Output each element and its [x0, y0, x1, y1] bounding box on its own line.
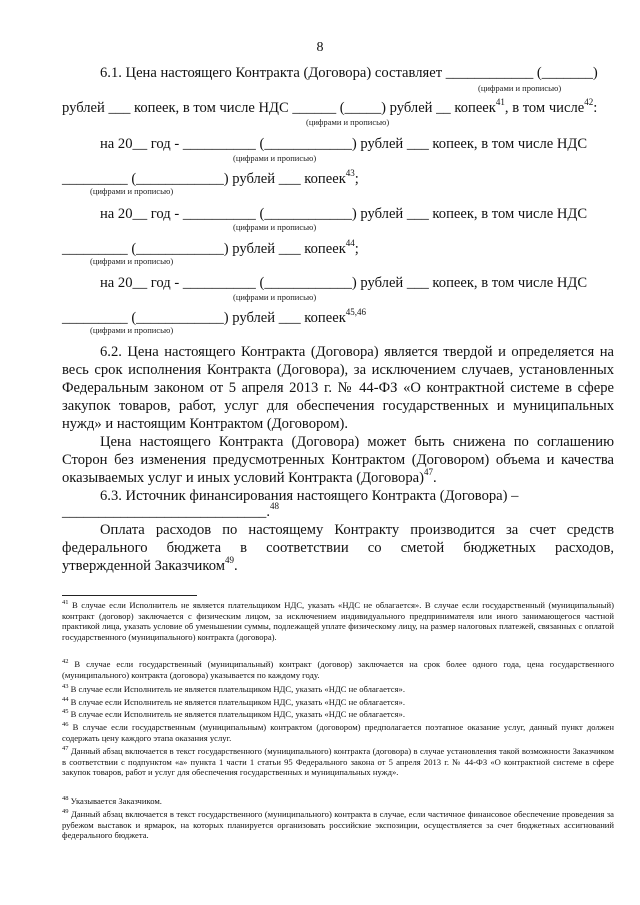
footnote-ref-42[interactable]: 42	[584, 97, 594, 108]
payment-line-2: федерального бюджета в соответствии со сметой бюджетных расходов,	[62, 540, 614, 556]
vat-caption-3: (цифрами и прописью)	[90, 325, 174, 335]
payment-end: .	[233, 558, 238, 574]
clause-6-1-line2-colon: :	[593, 100, 598, 116]
clause-6-2-line-4: закупок товаров, работ, услуг для обеспечения государственных и муниципальных	[62, 398, 614, 414]
clause-6-2-line-2: весь срок исполнения Контракта (Договора), за исключением случаев, установленных	[62, 362, 614, 378]
clause-6-2-line-3: Федеральным законом от 5 апреля 2013 г. № 44-ФЗ «О контрактной системе в сфере	[62, 380, 614, 396]
year-caption-1: (цифрами и прописью)	[233, 153, 317, 163]
year-line-3: на 20__ год - __________ (____________) рублей ___ копеек, в том числе НДС	[100, 275, 588, 291]
clause-6-2-p2-line-3-text: оказываемых услуг и иных условий Контракта (Договора)	[62, 470, 424, 486]
footnote-text: В случае если Исполнитель не является плательщиком НДС, указать «НДС не облагается».	[68, 709, 405, 719]
footnote-number: 46	[62, 721, 69, 729]
footnote-separator	[62, 595, 197, 596]
footnote-number: 41	[62, 599, 69, 607]
year-line-2: на 20__ год - __________ (____________) рублей ___ копеек, в том числе НДС	[100, 206, 588, 222]
footnote-text: Данный абзац включается в текст государственного (муниципального) контракта (договора) в случае установления такой возможности Заказчиком в соответствии с подпунктом «а» пункта 1 части 1 статьи 95 Федерального закона от 5 апреля 2013 г. № 44-ФЗ «О контрактной системе в сфере закупок товаров, работ и услуг для обеспечения государственных и муниципальных нужд».	[62, 746, 614, 778]
footnote-ref-47[interactable]: 47	[423, 467, 433, 478]
year-caption-3: (цифрами и прописью)	[233, 292, 317, 302]
footnote-43	[62, 684, 614, 695]
footnote-text: В случае если Исполнитель не является плательщиком НДС, указать «НДС не облагается».	[68, 697, 405, 707]
clause-6-2-p2-line-1: Цена настоящего Контракта (Договора) может быть снижена по соглашению	[100, 434, 614, 450]
vat-caption-2: (цифрами и прописью)	[90, 256, 174, 266]
vat-caption-1: (цифрами и прописью)	[90, 186, 174, 196]
payment-line-3	[62, 555, 238, 575]
footnote-ref-43[interactable]: 43	[345, 168, 355, 179]
vat-line-1-text: _________ (____________) рублей ___ копеек	[62, 171, 346, 187]
footnote-number: 44	[62, 696, 69, 704]
clause-6-2-p2-line-2: Сторон без изменения предусмотренных Контрактом (Договором) объема и качества	[62, 452, 614, 468]
vat-line-2-end: ;	[354, 241, 359, 257]
footnote-44	[62, 697, 614, 708]
footnote-ref-48[interactable]: 48	[269, 501, 279, 512]
footnote-48	[62, 796, 614, 807]
footnote-number: 42	[62, 658, 69, 666]
footnote-45	[62, 709, 614, 720]
footnote-text: В случае если государственный (муниципальный) контракт (договор) заключается на срок более одного года, цена государственного (муниципального) контракта (договора) указывается по каждому году.	[62, 659, 614, 680]
clause-6-3-line-1: 6.3. Источник финансирования настоящего Контракта (Договора) –	[100, 488, 519, 504]
clause-6-1-line2-tail: , в том числе	[504, 100, 585, 116]
footnote-ref-41[interactable]: 41	[495, 97, 505, 108]
footnote-41	[62, 600, 614, 642]
footnote-text: В случае если государственным (муниципальным) контрактом (договором) предполагается поэтапное оказание услуг, данный пункт должен содержать цену каждого этапа оказания услуг.	[62, 722, 614, 743]
footnote-46	[62, 722, 614, 743]
footnote-number: 48	[62, 795, 69, 803]
clause-6-1-line2	[62, 97, 598, 117]
payment-line-1: Оплата расходов по настоящему Контракту производится за счет средств	[100, 522, 614, 538]
footnote-text: В случае если Исполнитель не является плательщиком НДС, указать «НДС не облагается».	[68, 684, 405, 694]
footnote-ref-45-46[interactable]: 45,46	[345, 307, 367, 318]
clause-6-3-line-2	[62, 501, 279, 521]
funding-source-blank[interactable]: ____________________________	[62, 504, 267, 520]
clause-6-1-caption1: (цифрами и прописью)	[478, 83, 562, 93]
year-caption-2: (цифрами и прописью)	[233, 222, 317, 232]
clause-6-1-line1: 6.1. Цена настоящего Контракта (Договора) составляет ____________ (_______)	[100, 65, 598, 81]
clause-6-2-p2-end: .	[432, 470, 437, 486]
footnote-text: В случае если Исполнитель не является плательщиком НДС, указать «НДС не облагается». В случае если государственный (муниципальный) контракт (договор) заключается с физическим лицом, за исключением индивидуального предпринимателя или иного занимающегося частной практикой лица, указать условие об уменьшении суммы, подлежащей уплате физическому лицу, на размер налоговых платежей, связанных с оплатой государственного (муниципального) контракта (договора).	[62, 600, 614, 642]
payment-line-3-text: утвержденной Заказчиком	[62, 558, 225, 574]
page-number: 8	[316, 40, 324, 55]
vat-line-1-end: ;	[354, 171, 359, 187]
footnote-ref-44[interactable]: 44	[345, 238, 355, 249]
footnote-number: 47	[62, 745, 69, 753]
footnote-number: 49	[62, 808, 69, 816]
clause-6-1-caption2: (цифрами и прописью)	[306, 117, 390, 127]
footnote-text: Данный абзац включается в текст государственного (муниципального) контракта в случае, если частичное финансовое обеспечение проведения за рубежом выставок и ярмарок, на которых планируется организовать российские экспозиции, осуществляется за счет бюджетных ассигнований федерального бюджета.	[62, 809, 614, 841]
footnote-number: 43	[62, 683, 69, 691]
footnote-42	[62, 659, 614, 680]
clause-6-2-line-5: нужд» и настоящим Контрактом (Договором).	[62, 416, 349, 432]
clause-6-2-p2-line-3	[62, 467, 437, 487]
year-line-1: на 20__ год - __________ (____________) рублей ___ копеек, в том числе НДС	[100, 136, 588, 152]
footnote-text: Указывается Заказчиком.	[68, 796, 162, 806]
footnote-ref-49[interactable]: 49	[224, 555, 234, 566]
footnote-49	[62, 809, 614, 841]
clause-6-2-line-1: 6.2. Цена настоящего Контракта (Договора) является твердой и определяется на	[100, 344, 614, 360]
vat-line-2-text: _________ (____________) рублей ___ копеек	[62, 241, 346, 257]
footnote-47	[62, 746, 614, 778]
clause-6-1-line2-text: рублей ___ копеек, в том числе НДС ______ (_____) рублей __ копеек	[62, 100, 496, 116]
vat-line-3-text: _________ (____________) рублей ___ копеек	[62, 310, 346, 326]
clause-6-3-end: .	[266, 504, 270, 520]
footnote-number: 45	[62, 708, 69, 716]
